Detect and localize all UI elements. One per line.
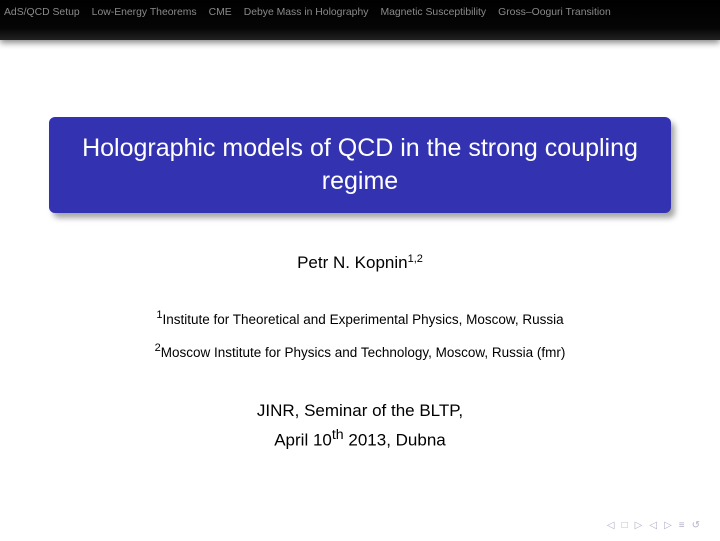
affiliation-2-text: Moscow Institute for Physics and Technology, Moscow, Russia (fmr) <box>160 345 566 360</box>
nav-item-cme[interactable]: CME <box>208 7 232 18</box>
venue-date-pre: April 10 <box>274 430 332 450</box>
author-name: Petr N. Kopnin <box>297 253 408 272</box>
align-icon[interactable]: ≡ <box>678 520 685 531</box>
nav-item-debye-mass[interactable]: Debye Mass in Holography <box>243 7 369 18</box>
venue <box>0 398 720 453</box>
section-forward-icon[interactable]: ▷ <box>664 520 672 531</box>
nav-item-gross-ooguri[interactable]: Gross–Ooguri Transition <box>498 7 611 18</box>
venue-date-post: 2013, Dubna <box>343 430 446 450</box>
affiliation-2 <box>0 342 720 360</box>
section-navigation-bar <box>0 0 720 40</box>
affiliation-2-mark: 2 <box>154 342 161 354</box>
nav-item-magnetic-susceptibility[interactable]: Magnetic Susceptibility <box>380 7 487 18</box>
first-slide-icon[interactable]: ◁ <box>606 520 615 531</box>
affiliation-1-text: Institute for Theoretical and Experimental Physics, Moscow, Russia <box>162 312 564 327</box>
section-back-icon[interactable]: ◁ <box>649 520 658 531</box>
frame-icon[interactable]: □ <box>621 520 628 531</box>
nav-item-ads-qcd-setup[interactable]: AdS/QCD Setup <box>4 7 80 18</box>
slide-title: Holographic models of QCD in the strong coupling regime <box>82 134 638 195</box>
affiliation-1 <box>0 309 720 327</box>
title-box <box>49 117 671 213</box>
nav-item-low-energy-theorems[interactable]: Low-Energy Theorems <box>91 7 197 18</box>
author-affiliation-marks: 1,2 <box>407 253 423 265</box>
affiliation-1-mark: 1 <box>156 309 163 321</box>
author <box>0 253 720 273</box>
beamer-navigation-controls <box>607 520 700 531</box>
search-icon[interactable]: ↺ <box>691 520 700 531</box>
venue-line-2 <box>0 423 720 453</box>
venue-date-sup: th <box>331 427 344 443</box>
next-slide-icon[interactable]: ▷ <box>634 520 643 531</box>
venue-line-1: JINR, Seminar of the BLTP, <box>256 401 464 420</box>
